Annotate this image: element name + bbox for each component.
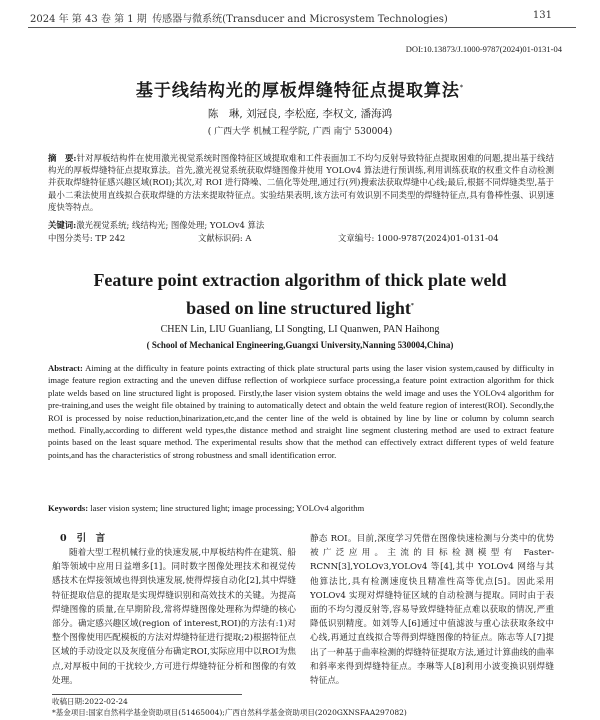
body-left-column: 随着大型工程机械行业的快速发展,中厚板结构件在建筑、船舶等领域中应用日益增多[1]。同时数字图像处理技术和视觉传感技术在焊接领域也得到快速发展,使得焊接自动化[2],其中焊缝特征提取信息的提取是实现焊缝识别和高效技术的关键。为提高焊缝图像的质量,在早期阶段,常将焊缝图像处理称为焊缝的核心部分。确定感兴趣区域(region of interest,ROI)的方法有:1)对整个图像使用匹配模板的方法对焊缝特征进行提取;2)根据特征点区域的手动设定以及灰度值分布确定ROI,实际应用中以ROI为焦点,对厚板中间的干扰较少,方可进行焊缝特征分析和图像的有效处理。: [52, 548, 296, 686]
doi: DOI:10.13873/J.1000-9787(2024)01-0131-04: [405, 44, 562, 54]
en-keywords: Keywords: laser vision system; line structured light; image processing; YOLOv4 algorithm: [48, 503, 365, 513]
header-rule: [28, 27, 576, 28]
cn-article-no: 文章编号: 1000-9787(2024)01-0131-04: [338, 233, 499, 243]
footnote-rule: [52, 694, 242, 695]
cn-clc: 中图分类号: TP 242: [48, 233, 126, 243]
page-number: 131: [532, 10, 552, 21]
en-title-line1: Feature point extraction algorithm of thick plate weld: [93, 270, 507, 290]
cn-title: 基于线结构光的厚板焊缝特征点提取算法*: [135, 81, 465, 101]
cn-abstract: 摘 要:针对厚板结构件在使用激光视觉系统时图像特征区域提取难和工件表面加工不均匀反射导致特征点提取困难的问题,提出基于线结构光的厚板焊缝特征点提取算法。首先,激光视觉系统获取焊缝图像并使用 YOLOv4 算法进行预训练,利用训练获取的权重文件自动检测并获取焊缝特征感兴趣区域(ROI);其次,对 ROI 进行降噪、二值化等处理,通过行(列)搜索法获取焊缝中心线;最后,根据不同焊缝类型,基于最小二乘法使用直线拟合获取焊缝的方法来提取特征点。实验结果表明,该方法可有效识别不同类型的焊缝特征点,具有鲁棒性强、识别速度快等特点。: [48, 153, 554, 212]
en-abstract: Abstract: Aiming at the difficulty in feature points extracting of thick plate structural parts using the laser vision system,caused by difficulty in image feature region extracting and the uneven diffuse reflection of workpiece surface processing,a feature point extraction algorithm for thick plate welds based on line structured light is proposed. Firstly,the laser vision system obtains the weld image and uses the YOLOv4 algorithm for pre-training,and uses the weight file obtained by training to automatically detect and obtain the weld feature region of interest(ROI). Secondly,the ROI is processed by noise reduction,binarization,etc,and the center line of the weld is obtained by line by line or column by column search method. Finally,according to different weld types,the distance method and straight line segment clustering method are used to extract feature points based on the least square method. The experimental results show that the method can effectively extract different types of weld feature points,and has the characteristics of strong robustness and small identification error.: [48, 363, 554, 460]
journal-issue: 2024 年 第 43 卷 第 1 期: [30, 14, 147, 25]
journal-name: 传感器与微系统(Transducer and Microsystem Technologies): [152, 14, 448, 25]
cn-keywords: 关键词:激光视觉系统; 线结构光; 图像处理; YOLOv4 算法: [48, 220, 265, 230]
en-title-line2: based on line structured light*: [186, 298, 414, 318]
received-date: 收稿日期:2022-02-24: [52, 697, 128, 706]
en-authors: CHEN Lin, LIU Guanliang, LI Songting, LI Quanwen, PAN Haihong: [160, 324, 440, 335]
cn-affiliation: ( 广西大学 机械工程学院, 广西 南宁 530004): [207, 127, 393, 137]
cn-authors: 陈 琳, 刘冠良, 李松庭, 李权文, 潘海鸿: [207, 108, 393, 120]
body-right-column: 静态 ROI。目前,深度学习凭借在图像快速检测与分类中的优势被广泛应用。主流的目标检测模型有 Faster-RCNN[3],YOLOv3,YOLOv4 等[4],其中 YOLOv4 网络与其他算法比,具有检测速度快且精准性高等优点[5]。因此采用 YOLOv4 实现对焊缝特征区域的自动检测与提取。同时由于表面的不均匀漫反射等,容易导致焊缝特征点难以获取的情况,严重降低识别精度。如刘等人[6]通过中值滤波与重心法获取条纹中心线,再通过直线拟合等得到焊缝图像的特征点。陈志等人[7]提出了一种基于曲率检测的焊缝特征提取方法,通过计算曲线的曲率和斜率来得到焊缝特征点。李琳等人[8]利用小波变换识别焊缝特征点。: [310, 534, 554, 687]
fund-note: *基金项目:国家自然科学基金资助项目(51465004);广西自然科学基金资助项目(2020GXNSFAA297082): [52, 708, 407, 717]
cn-doc-code: 文献标识码: A: [198, 233, 252, 243]
section-heading: 0 引 言: [60, 533, 106, 544]
en-affiliation: ( School of Mechanical Engineering,Guangxi University,Nanning 530004,China): [146, 340, 454, 350]
